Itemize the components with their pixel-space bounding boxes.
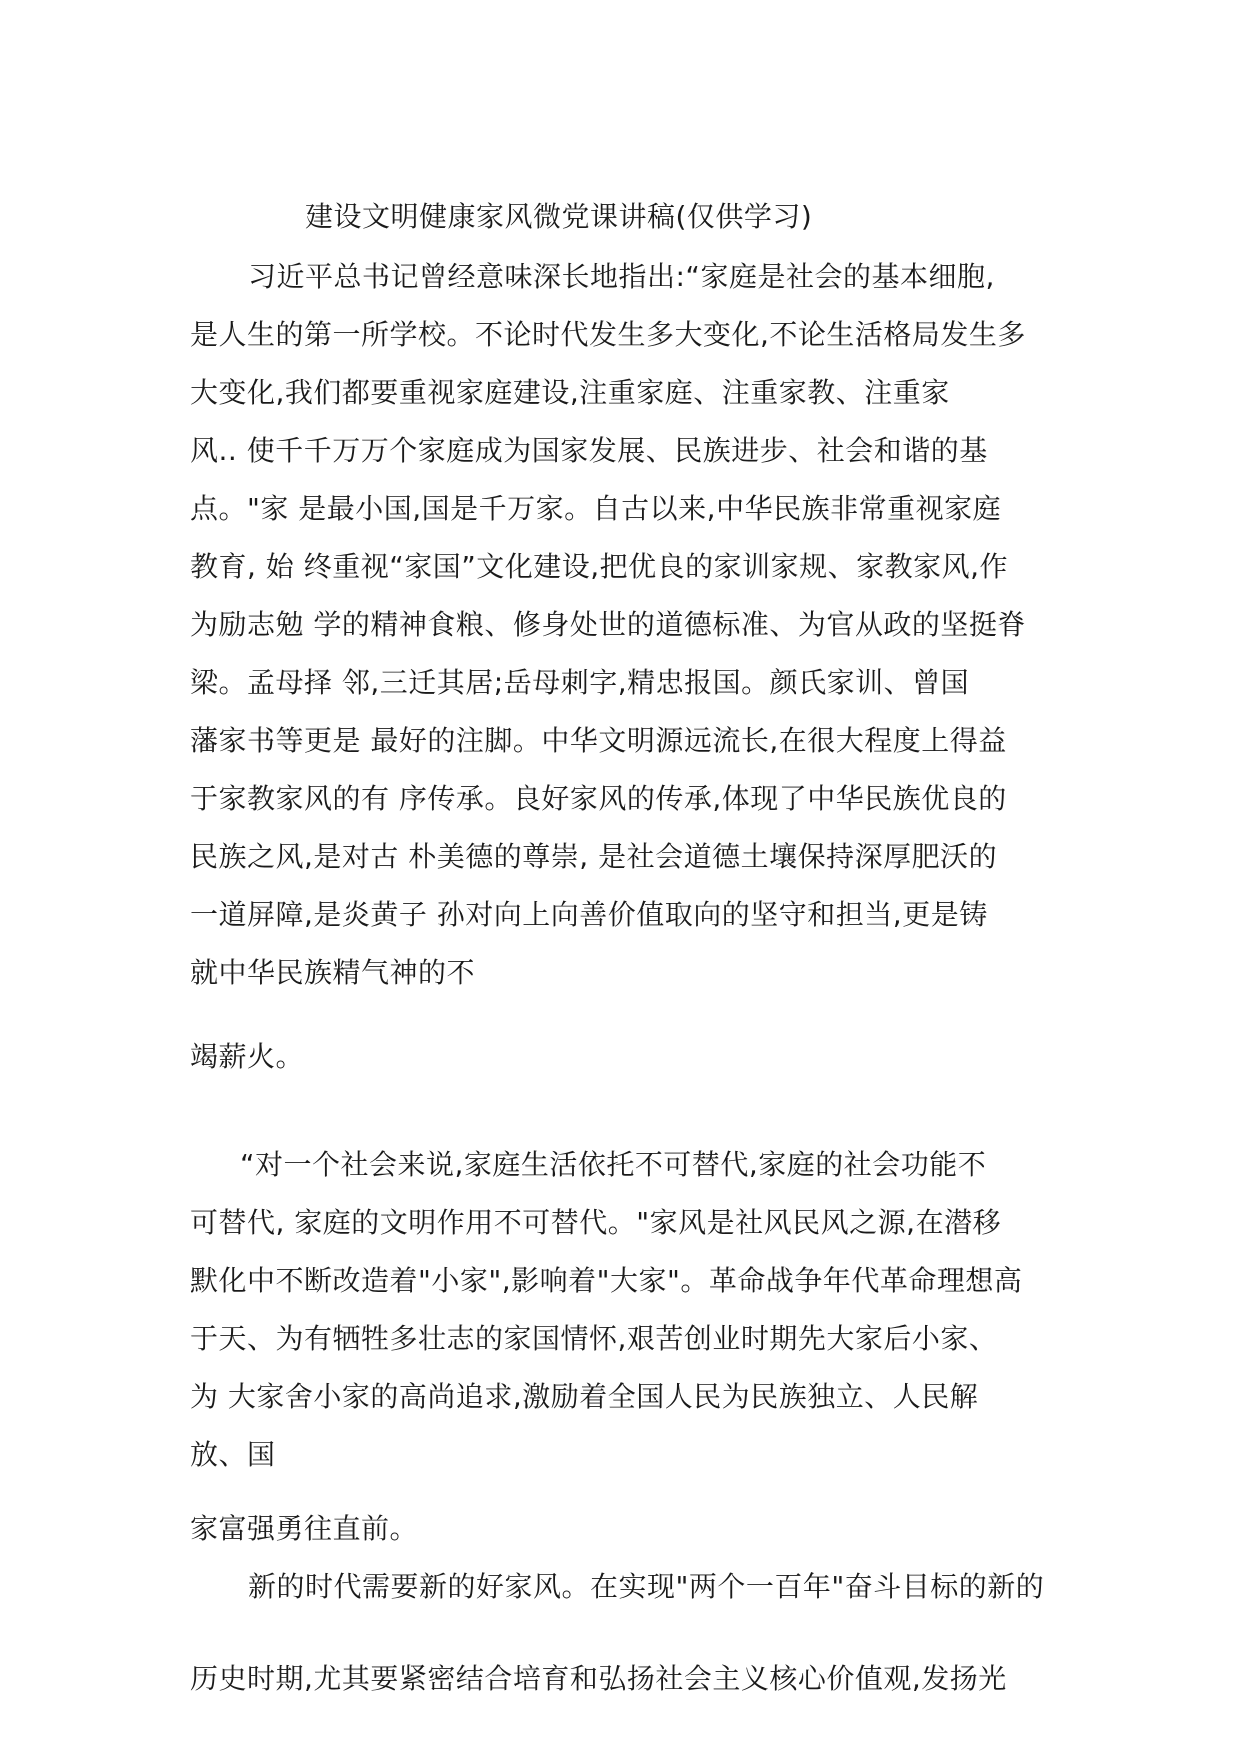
paragraph-line: 于家教家风的有 序传承。良好家风的传承,体现了中华民族优良的 [190,782,1007,815]
paragraph-line: 点。"家 是最小国,国是千万家。自古以来,中华民族非常重视家庭 [190,492,1002,525]
paragraph-line: 为励志勉 学的精神食粮、修身处世的道德标准、为官从政的坚挺脊 [190,608,1026,641]
paragraph-line: 新的时代需要新的好家风。在实现"两个一百年"奋斗目标的新的 [248,1570,1045,1603]
paragraph-line: 教育, 始 终重视“家国”文化建设,把优良的家训家规、家教家风,作 [190,550,1009,583]
paragraph-line: “对一个社会来说,家庭生活依托不可替代,家庭的社会功能不 [240,1148,987,1181]
paragraph-line: 风.. 使千千万万个家庭成为国家发展、民族进步、社会和谐的基 [190,434,988,467]
paragraph-line: 竭薪火。 [190,1040,305,1073]
paragraph-line: 于天、为有牺牲多壮志的家国情怀,艰苦创业时期先大家后小家、 [190,1322,998,1355]
paragraph-line: 放、国 [190,1438,276,1471]
paragraph-line: 梁。孟母择 邻,三迁其居;岳母刺字,精忠报国。颜氏家训、曾国 [190,666,970,699]
document-title: 建设文明健康家风微党课讲稿(仅供学习) [305,200,813,233]
paragraph-line: 大变化,我们都要重视家庭建设,注重家庭、注重家教、注重家 [190,376,950,409]
paragraph-line: 是人生的第一所学校。不论时代发生多大变化,不论生活格局发生多 [190,318,1026,351]
paragraph-line: 一道屏障,是炎黄子 孙对向上向善价值取向的坚守和担当,更是铸 [190,898,988,931]
paragraph-line: 历史时期,尤其要紧密结合培育和弘扬社会主义核心价值观,发扬光 [190,1662,1007,1695]
paragraph-line: 习近平总书记曾经意味深长地指出:“家庭是社会的基本细胞, [248,260,995,293]
paragraph-line: 民族之风,是对古 朴美德的尊崇, 是社会道德土壤保持深厚肥沃的 [190,840,998,873]
paragraph-line: 为 大家舍小家的高尚追求,激励着全国人民为民族独立、人民解 [190,1380,979,1413]
paragraph-line: 默化中不断改造着"小家",影响着"大家"。革命战争年代革命理想高 [190,1264,1023,1297]
paragraph-line: 就中华民族精气神的不 [190,956,476,989]
paragraph-line: 藩家书等更是 最好的注脚。中华文明源远流长,在很大程度上得益 [190,724,1007,757]
paragraph-line: 家富强勇往直前。 [190,1512,419,1545]
paragraph-line: 可替代, 家庭的文明作用不可替代。"家风是社风民风之源,在潜移 [190,1206,1002,1239]
